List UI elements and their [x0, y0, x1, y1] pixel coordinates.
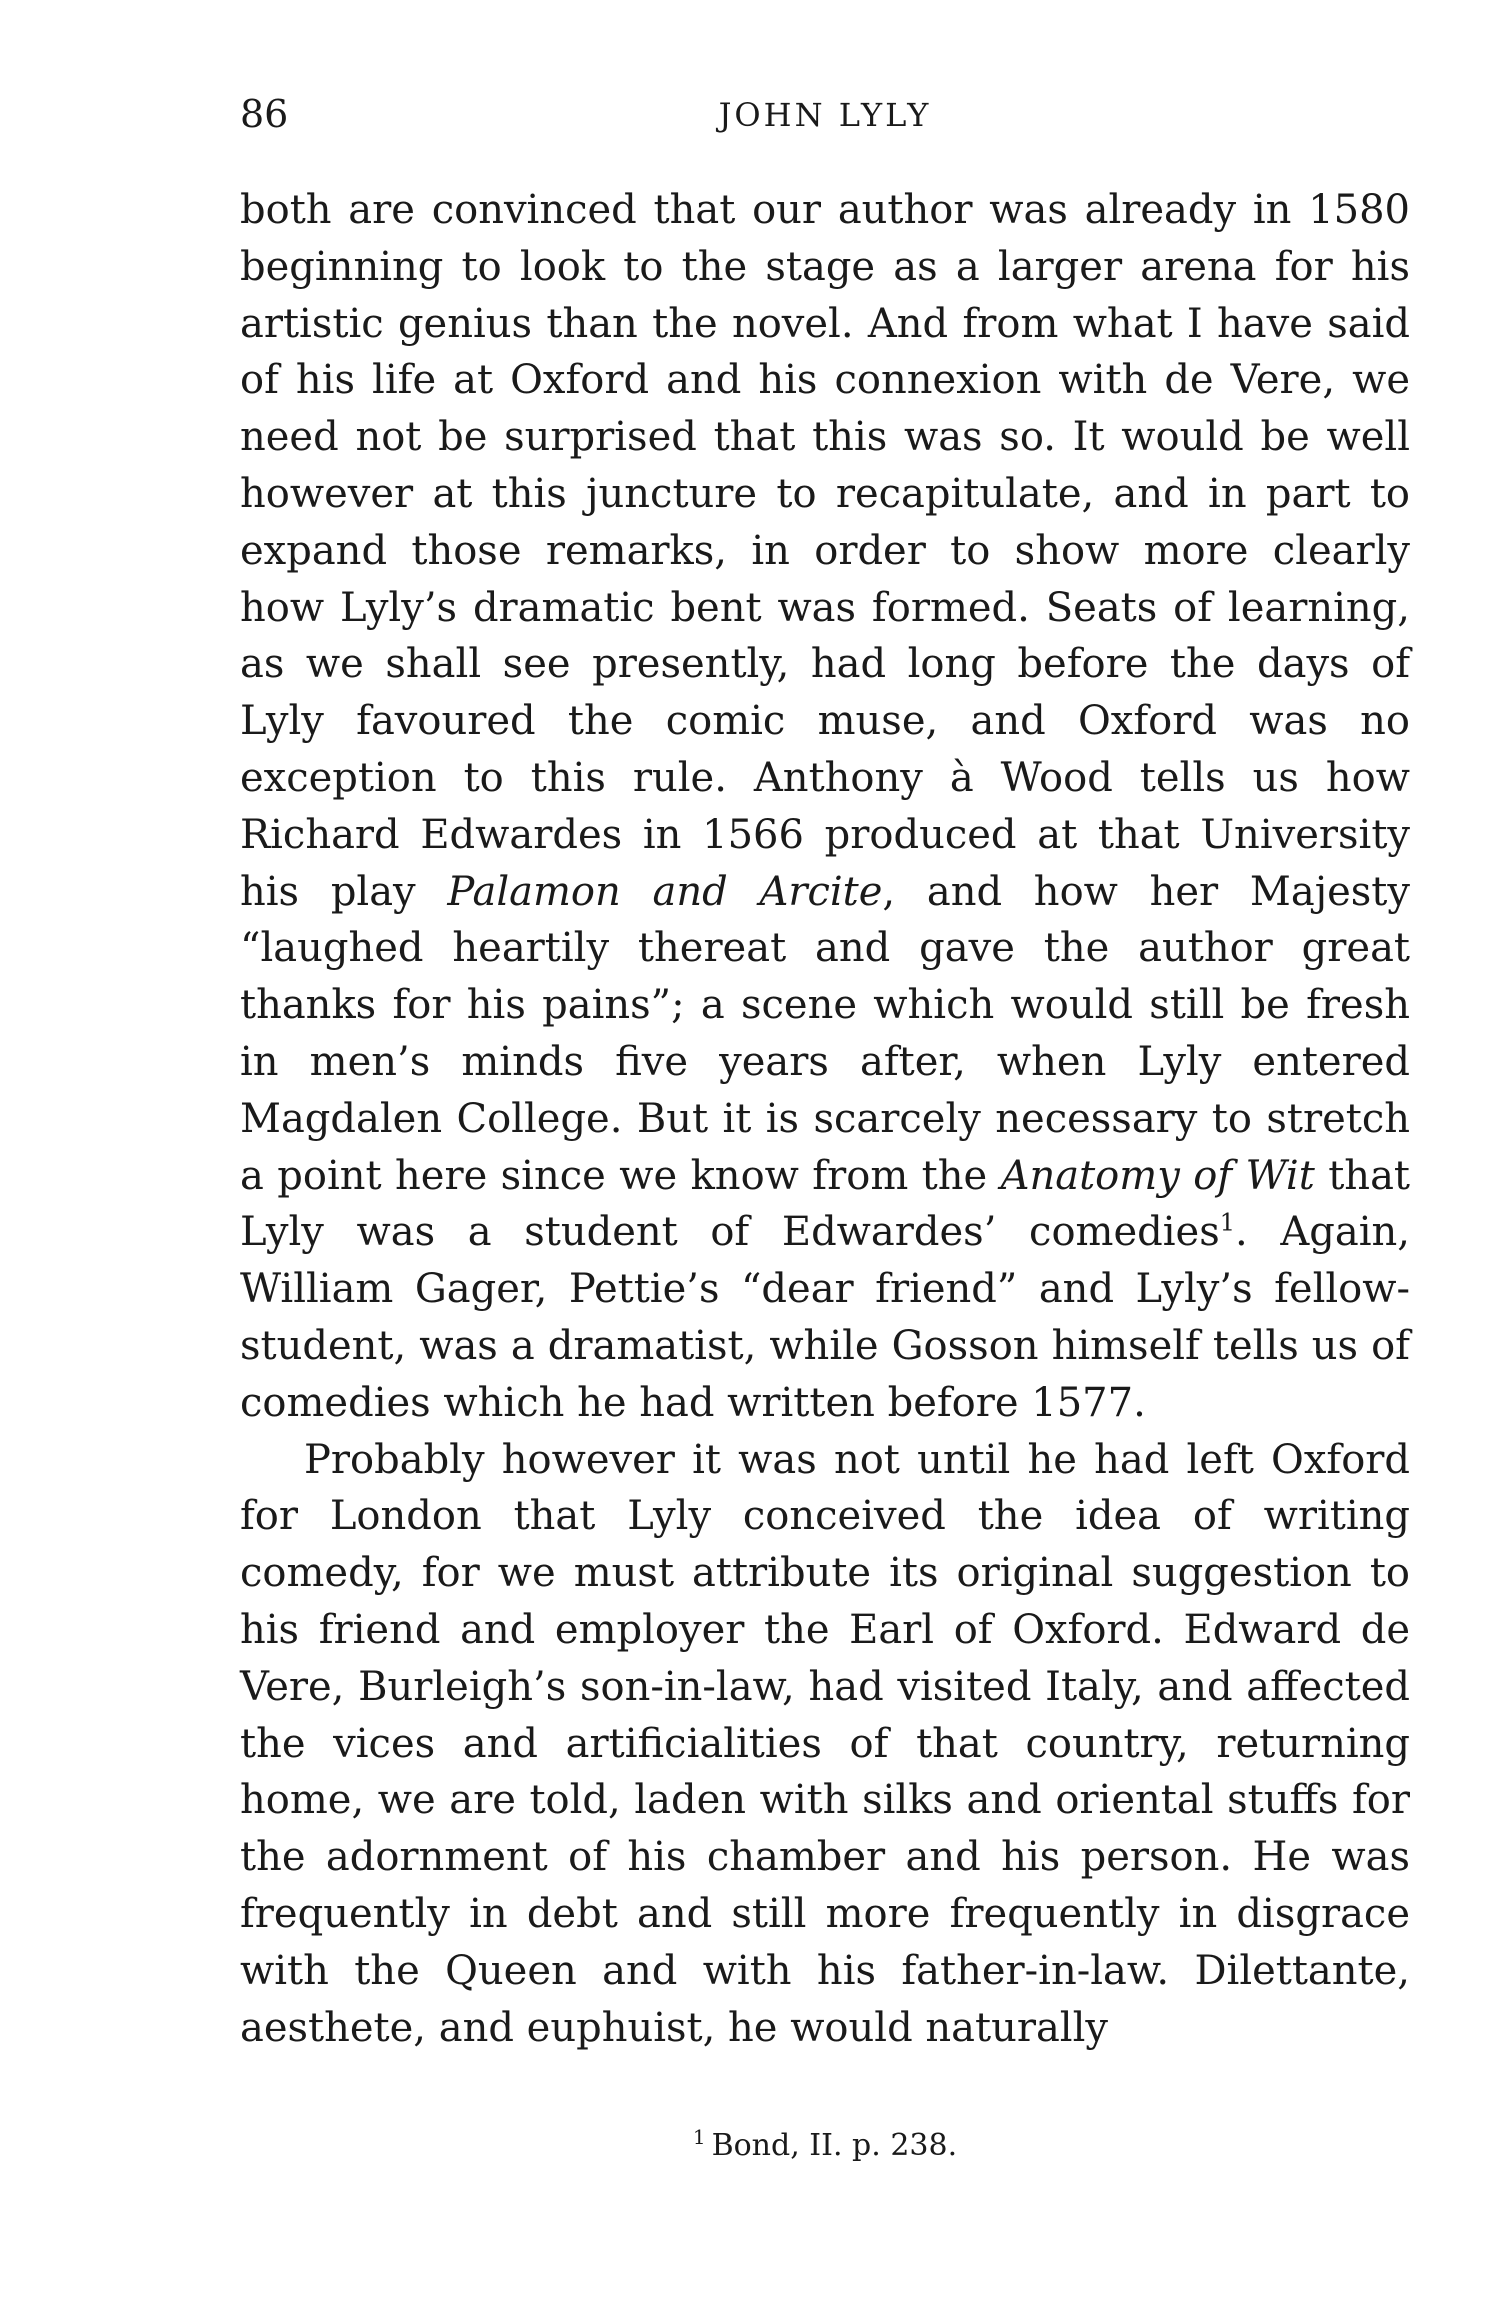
- page-header: [240, 92, 1410, 152]
- running-title: JOHN LYLY: [718, 96, 932, 134]
- footnote-reference: 1: [1219, 1209, 1236, 1238]
- play-title: Palamon and Arcite: [447, 868, 883, 915]
- footnote: [240, 2125, 1410, 2163]
- paragraph-2: Probably however it was not until he had left Oxford for London that Lyly conceived the idea of writing comedy, for we must attribute its original suggestion to his friend and employer the Earl of Oxford. Edward de Vere, Burleigh’s son-in-law, had visited Italy, and affected the vices and artificialities of that country, returning home, we are told, laden with silks and oriental stuffs for the adornment of his chamber and his person. He was frequently in debt and still more frequently in disgrace with the Queen and with his father-in-law. Dilettante, aesthete, and euphuist, he would naturally: [240, 1436, 1410, 2051]
- paragraph-1-text-3: that Lyly was a student of Edwardes’ comedies: [240, 1152, 1410, 1256]
- body-text: [240, 182, 1410, 2056]
- paragraph-1-text-1: both are convinced that our author was already in 1580 beginning to look to the stage as a larger arena for his artistic genius than the novel. And from what I have said of his life at Oxford and his connexion with de Vere, we need not be surprised that this was so. It would be well however at this juncture to recapitulate, and in part to expand those remarks, in order to show more clearly how Lyly’s dramatic bent was formed. Seats of learning, as we shall see presently, had long before the days of Lyly favoured the comic muse, and Oxford was no exception to this rule. Anthony à Wood tells us how Richard Edwardes in 1566 produced at that University his play: [240, 187, 1410, 915]
- footnote-text: Bond, II. p. 238.: [711, 2128, 958, 2163]
- footnote-marker: 1: [692, 2125, 706, 2149]
- paragraph-1-text-4: . Again, William Gager, Pettie’s “dear friend” and Lyly’s fellow-student, was a dramatist, while Gosson himself tells us of comedies which he had written before 1577.: [240, 1209, 1410, 1426]
- page-number: 86: [240, 92, 289, 136]
- paragraph-1-text-2: , and how her Majesty “laughed heartily thereat and gave the author great thanks for his pains”; a scene which would still be fresh in men’s minds five years after, when Lyly entered Magdalen College. But it is scarcely necessary to stretch a point here since we know from the: [240, 868, 1410, 1199]
- paragraph-1: [240, 182, 1410, 1432]
- book-title: Anatomy of Wit: [1000, 1152, 1315, 1199]
